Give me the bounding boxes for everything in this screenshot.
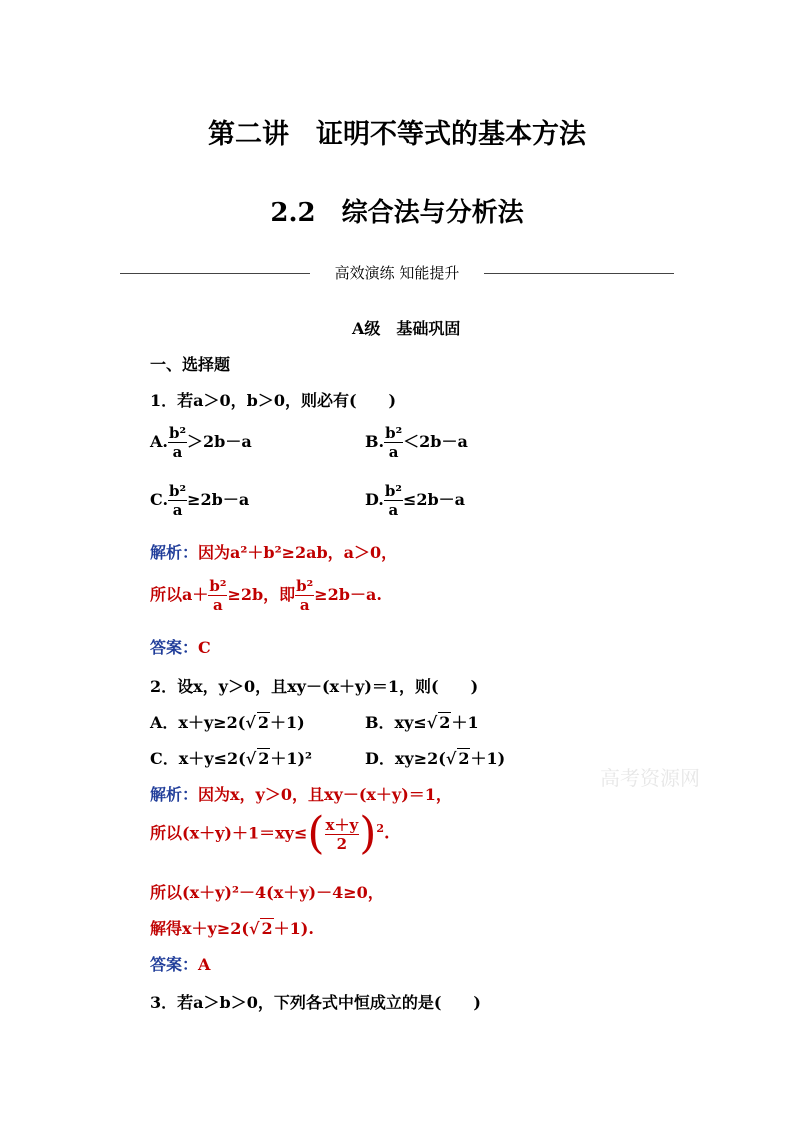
- radicand: 2: [439, 713, 451, 732]
- q1-option-b: [365, 424, 468, 461]
- numerator: b²: [209, 577, 227, 595]
- option-label: A.: [150, 432, 168, 451]
- exponent: 2: [376, 822, 385, 836]
- q2-stem: 2．设x，y＞0，且xy－(x＋y)＝1，则( ): [150, 677, 479, 696]
- q2-solution-line2: [150, 808, 390, 859]
- numerator: b²: [296, 577, 314, 595]
- option-label: C.: [150, 490, 169, 509]
- fraction: [384, 482, 403, 519]
- fraction: [208, 577, 227, 614]
- solution-label: 解析：: [150, 543, 199, 562]
- radicand: 2: [258, 749, 270, 768]
- q1-answer: [150, 635, 211, 658]
- option-label: D.: [365, 490, 384, 509]
- solution-text: 所以(x＋y)＋1＝xy≤: [150, 823, 308, 843]
- option-text: ＜2b－a: [403, 432, 468, 451]
- option-text: C．x＋y≤2(: [150, 749, 246, 768]
- section-heading: 一、选择题: [150, 355, 231, 374]
- left-paren: (: [307, 808, 325, 859]
- banner-line-right: [484, 273, 674, 274]
- section-title: 2.2 综合法与分析法: [270, 198, 524, 228]
- q2-option-a: A．x＋y≥2(√ 2＋1): [150, 713, 305, 732]
- solution-text: 因为a²＋b²≥2ab，a＞0，: [198, 543, 398, 562]
- denominator: a: [299, 596, 310, 614]
- banner-text: 高效演练 知能提升: [334, 264, 460, 282]
- solution-text: 解得x＋y≥2(: [150, 919, 249, 938]
- answer-label: 答案：: [150, 955, 199, 974]
- denominator: a: [172, 443, 183, 461]
- q1-solution-line2: [150, 577, 382, 614]
- denominator: a: [172, 501, 183, 519]
- answer-value: A: [198, 955, 211, 974]
- fraction: [168, 482, 187, 519]
- q2-answer: [150, 952, 210, 975]
- option-text: ＞2b－a: [187, 432, 252, 451]
- option-text: ＋1: [451, 713, 479, 732]
- fraction: [295, 577, 314, 614]
- watermark: 高考资源网: [600, 766, 700, 790]
- numerator: b²: [384, 482, 402, 500]
- option-text: ＋1): [470, 749, 506, 768]
- q2-solution-line4: 解得x＋y≥2(√ 2＋1).: [150, 919, 314, 938]
- level-heading: A级 基础巩固: [352, 319, 461, 338]
- radicand: 2: [257, 713, 270, 732]
- denominator: a: [388, 443, 399, 461]
- q3-stem: 3．若a＞b＞0，下列各式中恒成立的是( ): [150, 993, 481, 1012]
- q1-option-c: [150, 482, 249, 519]
- q2-solution-line3: 所以(x＋y)²－4(x＋y)－4≥0，: [150, 883, 384, 902]
- chapter-title: 第二讲 证明不等式的基本方法: [208, 119, 586, 150]
- solution-text: .: [384, 823, 390, 843]
- fraction: [168, 424, 187, 461]
- numerator: x＋y: [325, 815, 359, 834]
- option-text: ＋1)²: [270, 749, 313, 768]
- denominator: a: [388, 501, 399, 519]
- right-paren: ): [359, 808, 377, 859]
- q1-option-a: [150, 424, 252, 461]
- solution-text: ≥2b，即: [227, 585, 296, 604]
- numerator: b²: [385, 424, 403, 442]
- fraction: [384, 424, 403, 461]
- fraction: [325, 816, 360, 853]
- option-text: ≥2b－a: [187, 490, 250, 509]
- q1-option-d: [365, 482, 465, 519]
- solution-text: 因为x，y＞0，且xy－(x＋y)＝1，: [198, 785, 452, 804]
- q1-stem: 1．若a＞0，b＞0，则必有( ): [150, 391, 397, 410]
- q1-solution-line1: [150, 540, 397, 563]
- answer-label: 答案：: [150, 638, 199, 657]
- denominator: 2: [336, 834, 348, 853]
- answer-value: C: [198, 638, 211, 657]
- solution-text: ＋1).: [273, 919, 314, 938]
- q2-option-c: C．x＋y≤2(√ 2＋1)²: [150, 749, 313, 768]
- solution-label: 解析：: [150, 785, 199, 804]
- option-text: D．xy≥2(: [365, 749, 446, 768]
- denominator: a: [213, 596, 223, 614]
- q2-option-b: B．xy≤√ 2＋1: [365, 713, 479, 732]
- option-label: B.: [365, 432, 385, 451]
- option-text: B．xy≤: [365, 713, 427, 732]
- radicand: 2: [458, 749, 470, 768]
- q2-option-d: D．xy≥2(√ 2＋1): [365, 749, 506, 768]
- option-text: ＋1): [270, 713, 305, 732]
- option-text: ≤2b－a: [402, 490, 466, 509]
- radicand: 2: [261, 919, 273, 938]
- numerator: b²: [169, 482, 187, 500]
- banner: [120, 262, 674, 284]
- banner-line-left: [120, 273, 310, 274]
- solution-text: ≥2b－a.: [314, 585, 382, 604]
- q2-solution-line1: [150, 782, 452, 805]
- numerator: b²: [168, 424, 187, 442]
- option-text: A．x＋y≥2(: [150, 713, 246, 732]
- solution-text: 所以a＋: [150, 585, 209, 604]
